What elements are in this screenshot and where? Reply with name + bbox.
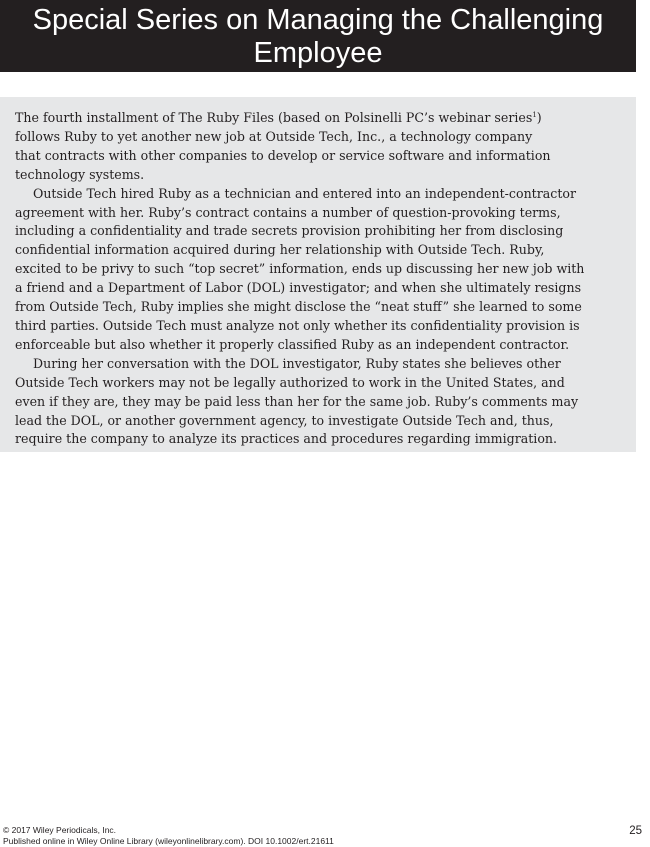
abstract-line: a friend and a Department of Labor (DOL) investigator; and when she ultimately resigns xyxy=(15,280,582,296)
abstract-line: that contracts with other companies to develop or service software and information xyxy=(15,147,551,163)
abstract-line: agreement with her. Ruby’s contract contains a number of question-provoking terms, xyxy=(15,204,561,220)
abstract-line: Outside Tech hired Ruby as a technician and entered into an independent-contractor xyxy=(33,185,576,201)
footer-publication-info xyxy=(3,825,334,847)
abstract-line: require the company to analyze its practices and procedures regarding immigration. xyxy=(15,431,558,447)
abstract-line: excited to be privy to such “top secret” information, ends up discussing her new job with xyxy=(15,261,585,277)
abstract-line xyxy=(15,109,620,128)
footnote-marker: 1 xyxy=(532,111,537,119)
abstract-text: The fourth installment of The Ruby Files (based on Polsinelli PC’s webinar series xyxy=(15,110,533,125)
abstract-line: including a confidentiality and trade secrets provision prohibiting her from disclosing xyxy=(15,223,564,239)
abstract-line: During her conversation with the DOL investigator, Ruby states she believes other xyxy=(33,355,561,371)
abstract-paragraph-2 xyxy=(15,185,620,355)
abstract-line: follows Ruby to yet another new job at Outside Tech, Inc., a technology company xyxy=(15,128,533,144)
abstract-box xyxy=(0,97,636,452)
page-title-line-2: Employee xyxy=(253,37,383,69)
abstract-text: ) xyxy=(536,110,542,125)
page-title-line-1: Special Series on Managing the Challenging xyxy=(32,4,604,36)
abstract-line: third parties. Outside Tech must analyze not only whether its confidentiality provision is xyxy=(15,317,580,333)
footer-copyright: © 2017 Wiley Periodicals, Inc. xyxy=(3,825,117,835)
abstract-line: technology systems. xyxy=(15,166,145,182)
page-number: 25 xyxy=(629,825,642,837)
page-title-banner xyxy=(0,0,636,72)
abstract-line: even if they are, they may be paid less than her for the same job. Ruby’s comments may xyxy=(15,393,579,409)
abstract-paragraph-3 xyxy=(15,355,620,450)
abstract-line: lead the DOL, or another government agency, to investigate Outside Tech and, thus, xyxy=(15,412,554,428)
abstract-paragraph-1 xyxy=(15,109,620,185)
abstract-line: from Outside Tech, Ruby implies she might disclose the “neat stuff” she learned to some xyxy=(15,299,582,315)
abstract-line: enforceable but also whether it properly classified Ruby as an independent contractor. xyxy=(15,336,570,352)
abstract-line: Outside Tech workers may not be legally authorized to work in the United States, and xyxy=(15,374,565,390)
footer-published-online: Published online in Wiley Online Library (wileyonlinelibrary.com). DOI 10.1002/ert.21611 xyxy=(3,836,334,846)
abstract-line: confidential information acquired during her relationship with Outside Tech. Ruby, xyxy=(15,242,545,258)
